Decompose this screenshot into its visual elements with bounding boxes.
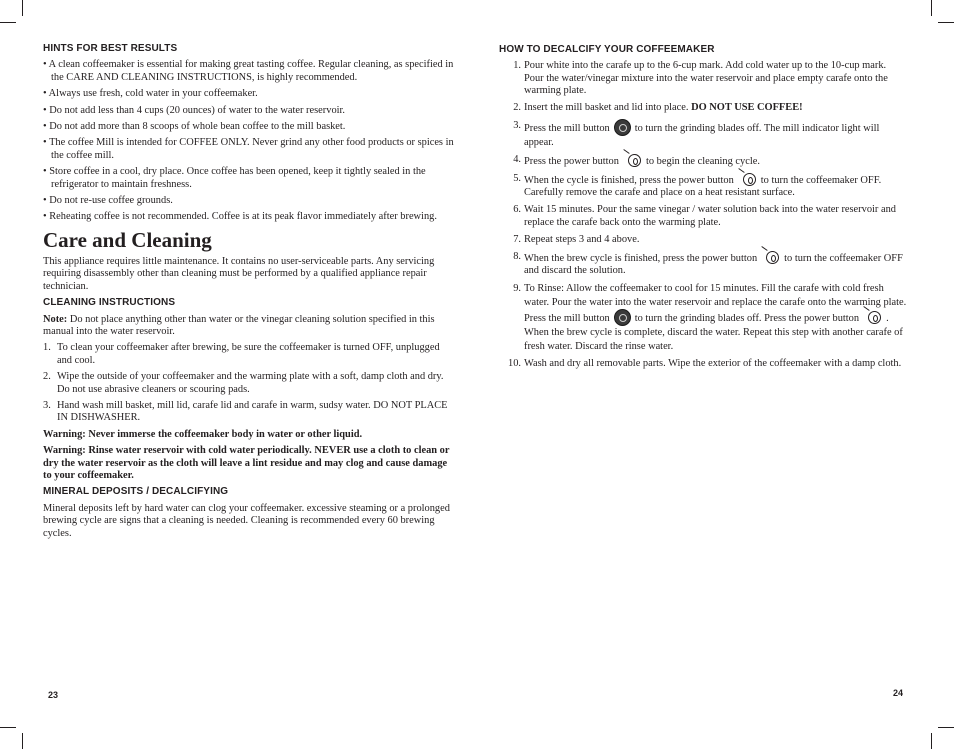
left-page (43, 43, 455, 544)
step-text-part: To Rinse: Allow the coffeemaker to cool for 15 minutes. Fill the carafe with cold fresh water. Pour the water into the water reservoir and replace the carafe onto the warming plate. Press the mill button (524, 283, 907, 325)
crop-mark (22, 733, 23, 749)
step-text (524, 102, 907, 114)
crop-mark (931, 0, 932, 16)
note-paragraph (43, 314, 455, 339)
step-number: 5. (513, 172, 521, 184)
step-number: 4. (513, 153, 521, 165)
power-button-icon (743, 173, 756, 186)
hint-item: • Do not re-use coffee grounds. (43, 195, 455, 207)
step-text-part: . When the brew cycle is complete, discard the water. Repeat this step with another carafe of fresh water. Discard the rinse water. (524, 313, 903, 352)
step-text-part: to begin the cleaning cycle. (645, 155, 760, 167)
mineral-heading: MINERAL DEPOSITS / DECALCIFYING (43, 486, 229, 498)
decalcify-step (499, 154, 907, 168)
step-text (524, 251, 907, 278)
step-number: 2. (513, 102, 521, 114)
page-number-left: 23 (48, 690, 59, 700)
hint-item: • Do not add less than 4 cups (20 ounces) of water to the water reservoir. (43, 105, 455, 117)
crop-mark (0, 727, 16, 728)
no-coffee-warning: DO NOT USE COFFEE! (691, 102, 803, 114)
step-number: 2. (43, 371, 51, 383)
step-text-part: to turn the grinding blades off. The mill indicator light will appear. (524, 123, 880, 149)
decalcify-step (499, 119, 907, 149)
step-number: 1. (513, 60, 521, 72)
right-page (499, 44, 907, 375)
page-number-right: 24 (893, 688, 904, 698)
hints-heading: HINTS FOR BEST RESULTS (43, 43, 178, 54)
crop-mark (938, 727, 954, 728)
step-text-part: to turn the coffeemaker OFF and discard the solution. (524, 252, 903, 277)
decalcify-step (499, 60, 907, 97)
step-text-part: Press the mill button (524, 123, 610, 135)
step-number: 10. (508, 358, 521, 369)
cleaning-step (43, 342, 455, 367)
power-button-icon (766, 251, 779, 264)
step-text (524, 119, 907, 149)
hint-item: • The coffee Mill is intended for COFFEE ONLY. Never grind any other food products or spices in the coffee mill. (43, 137, 455, 162)
crop-mark (22, 0, 23, 16)
cleaning-step (43, 400, 455, 425)
step-number: 9. (513, 283, 521, 295)
step-number: 6. (513, 204, 521, 216)
step-text-part: When the brew cycle is finished, press the power button (524, 252, 758, 264)
section-title: Care and Cleaning (43, 227, 212, 252)
step-text (524, 173, 907, 200)
step-text: Hand wash mill basket, mill lid, carafe lid and carafe in warm, sudsy water. DO NOT PLACE IN DISHWASHER. (57, 399, 448, 424)
step-text-part: to turn the coffeemaker OFF. Carefully remove the carafe and place on a heat resistant surface. (524, 174, 882, 199)
step-number: 3. (43, 399, 51, 411)
step-number: 3. (513, 120, 521, 132)
intro-paragraph: This appliance requires little maintenance. It contains no user-serviceable parts. Any servicing requiring disassembly other than cleaning must be performed by a qualified appliance repair technician. (43, 255, 435, 292)
step-text: Wash and dry all removable parts. Wipe the exterior of the coffeemaker with a damp cloth. (524, 358, 902, 369)
warning-reservoir: Warning: Rinse water reservoir with cold water periodically. NEVER use a cloth to clean or dry the water reservoir as the cloth will leave a lint residue and may clog and cause damage to your coffeemaker. (43, 445, 450, 481)
step-number: 1. (43, 342, 51, 354)
step-text: To clean your coffeemaker after brewing, be sure the coffeemaker is turned OFF, unplugged and cool. (57, 342, 440, 366)
step-text-part: When the cycle is finished, press the power button (524, 174, 734, 186)
hint-item: • Store coffee in a cool, dry place. Once coffee has been opened, keep it tightly sealed in the refrigerator to maintain freshness. (43, 166, 455, 191)
step-text (524, 154, 907, 168)
decalcify-step (499, 358, 907, 370)
decalcify-step (499, 173, 907, 200)
cleaning-step (43, 371, 455, 396)
mill-button-icon (614, 309, 631, 326)
decalcify-step (499, 282, 907, 353)
decalcify-heading: HOW TO DECALCIFY YOUR COFFEEMAKER (499, 44, 715, 55)
step-text: Repeat steps 3 and 4 above. (524, 233, 640, 245)
decalcify-step (499, 234, 907, 246)
mineral-paragraph: Mineral deposits left by hard water can clog your coffeemaker. excessive steaming or a prolonged brewing cycle are signs that a cleaning is needed. Cleaning is recommended every 60 brewing cycles. (43, 502, 450, 539)
hint-item: • A clean coffeemaker is essential for making great tasting coffee. Regular cleaning, as specified in the CARE AND CLEANING INSTRUCTIONS, is highly recommended. (43, 59, 455, 84)
step-text: Wipe the outside of your coffeemaker and the warming plate with a soft, damp cloth and dry. Do not use abrasive cleaners or scouring pads. (57, 371, 444, 395)
warning-immerse: Warning: Never immerse the coffeemaker body in water or other liquid. (43, 428, 363, 440)
crop-mark (931, 733, 932, 749)
step-text: Wait 15 minutes. Pour the same vinegar / water solution back into the water reservoir and replace the carafe back onto the warming plate. (524, 204, 896, 228)
step-number: 8. (513, 250, 521, 262)
hint-item: • Reheating coffee is not recommended. Coffee is at its peak flavor immediately after brewing. (43, 211, 455, 223)
hint-item: • Do not add more than 8 scoops of whole bean coffee to the mill basket. (43, 121, 455, 133)
step-text-part: Insert the mill basket and lid into place. (524, 102, 692, 114)
step-text (524, 282, 907, 353)
cleaning-heading: CLEANING INSTRUCTIONS (43, 297, 176, 309)
hint-item: • Always use fresh, cold water in your coffeemaker. (43, 88, 455, 100)
crop-mark (938, 22, 954, 23)
step-text: Pour white into the carafe up to the 6-cup mark. Add cold water up to the 10-cup mark. Pour the water/vinegar mixture into the water reservoir and place empty carafe onto the warming plate. (524, 60, 888, 97)
step-text-part: to turn the grinding blades off. Press the power button (634, 313, 860, 325)
step-text-part: Press the power button (524, 155, 619, 167)
note-text: Do not place anything other than water or the vinegar cleaning solution specified in this manual into the water reservoir. (43, 313, 435, 337)
decalcify-step (499, 204, 907, 229)
decalcify-step (499, 102, 907, 114)
power-button-icon (628, 154, 641, 167)
crop-mark (0, 22, 16, 23)
decalcify-step (499, 251, 907, 278)
note-label: Note: (43, 313, 68, 325)
power-button-icon (868, 311, 881, 324)
step-number: 7. (513, 233, 521, 245)
mill-button-icon (614, 119, 631, 136)
